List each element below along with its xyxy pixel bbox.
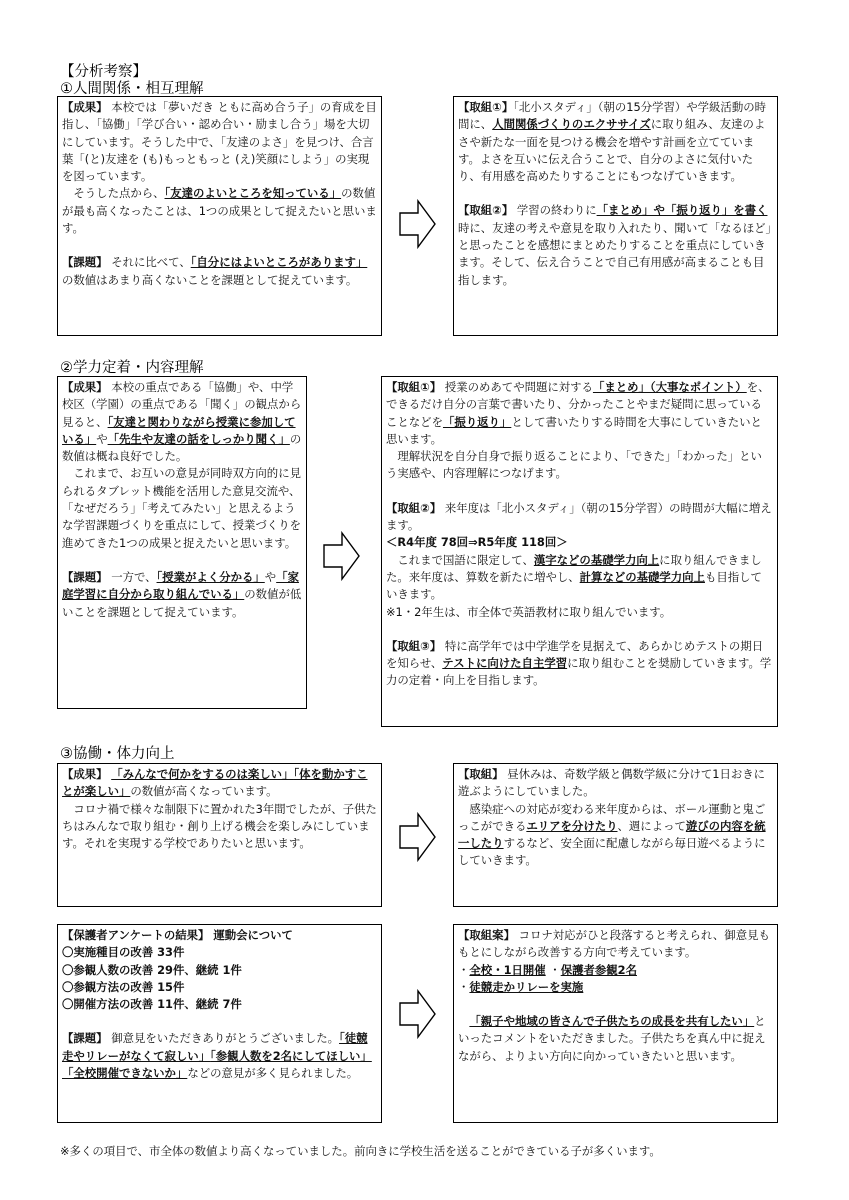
- arrow-right-icon: [398, 198, 438, 250]
- list-item: 〇開催方法の改善 11件、継続 7件: [62, 997, 242, 1012]
- s3-result-box: 【成果】 「みんなで何かをするのは楽しい」「体を動かすことが楽しい」の数値が高くなっています。 コロナ禍で様々な制限下に置かれた3年間でしたが、子供たちはみんなで取り組む・創り上げる機会を楽しみにしています。それを実現する学校でありたいと思います。: [57, 763, 382, 907]
- section-heading-1: ①人間関係・相互理解: [60, 81, 204, 97]
- list-item: 〇参観人数の改善 29件、継続 1件: [62, 962, 242, 977]
- label-seika: 【成果】: [62, 100, 108, 114]
- footer-note: ※多くの項目で、市全体の数値より高くなっていました。前向きに学校生活を送ることができている子が多くいます。: [60, 1144, 661, 1158]
- section-heading-3: ③協働・体力向上: [60, 746, 175, 762]
- page-title: 【分析考察】: [60, 64, 147, 80]
- s4-proposal-box: 【取組案】 コロナ対応がひと段落すると考えられ、御意見ももとにしながら改善する方向で考えています。 ・全校・1日開催 ・保護者参観2名 ・徒競走かリレーを実施 「親子や地域の皆さんで子供たちの成長を共有したい」といったコメントをいただきました。子供たちを真ん中に捉えながら、よりよい方向に向かっていきたいと思います。: [453, 924, 778, 1123]
- arrow-right-icon: [398, 811, 438, 863]
- list-item: 〇参観方法の改善 15件: [62, 979, 185, 994]
- s1-action-box: 【取組①】「北小スタディ」（朝の15分学習）や学級活動の時間に、人間関係づくりのエクササイズに取り組み、友達のよさや新たな一面を見つける機会を増やす計画を立てています。よさを互いに伝え合うことで、自分のよさに気付いたり、有用感を高めたりすることにもつなげていきます。 【取組②】 学習の終わりに「まとめ」や「振り返り」を書く時に、友達の考えや意見を取り入れたり、聞いて「なるほど」と思ったことを感想にまとめたりすることを重点にしていきます。そして、伝え合うことで自己有用感が高まることも目指します。: [453, 96, 778, 336]
- s2-action-box: 【取組①】 授業のめあてや問題に対する「まとめ」（大事なポイント）を、できるだけ自分の言葉で書いたり、分かったことやまだ疑問に思っていることなどを「振り返り」として書いたりする時間を大事にしていきたいと思います。 理解状況を自分自身で振り返ることにより、「できた」「わかった」という実感や、内容理解につなげます。 【取組②】 来年度は「北小スタディ」（朝の15分学習）の時間が大幅に増えます。 ＜R4年度 78回⇒R5年度 118回＞ これまで国語に限定して、漢字などの基礎学力向上に取り組んできました。来年度は、算数を新たに増やし、計算などの基礎学力向上も目指していきます。 ※1・2年生は、市全体で英語教材に取り組んでいます。 【取組③】 特に高学年では中学進学を見据えて、あらかじめテストの期日を知らせ、テストに向けた自主学習に取り組むことを奨励していきます。学力の定着・向上を目指します。: [381, 376, 778, 727]
- arrow-right-icon: [398, 988, 438, 1040]
- label-kadai: 【課題】: [62, 255, 108, 270]
- s4-survey-box: 【保護者アンケートの結果】 運動会について 〇実施種目の改善 33件 〇参観人数の改善 29件、継続 1件 〇参観方法の改善 15件 〇開催方法の改善 11件、継続 7件 【課題】 御意見をいただきありがとうございました。「徒競走やリレーがなくて寂しい」「参観人数を2名にしてほしい」「全校開催できないか」などの意見が多く見られました。: [57, 924, 382, 1123]
- arrow-right-icon: [322, 530, 362, 582]
- s1-result-box: 【成果】 本校では「夢いだき ともに高め合う子」の育成を目指し、「協働」「学び合い・認め合い・励まし合う」場を大切にしています。そうした中で、「友達のよさ」を見つけ、合言葉「(と)友達を (も)もっともっと (え)笑顔にしよう」の実現を図っています。 そうした点から、「友達のよいところを知っている」の数値が最も高くなったことは、1つの成果として捉えたいと思います。 【課題】 それに比べて、「自分にはよいところがあります」の数値はあまり高くないことを課題として捉えています。: [57, 96, 382, 336]
- section-heading-2: ②学力定着・内容理解: [60, 360, 204, 376]
- list-item: 〇実施種目の改善 33件: [62, 945, 185, 960]
- s3-action-box: 【取組】 昼休みは、奇数学級と偶数学級に分けて1日おきに遊ぶようにしていました。 感染症への対応が変わる来年度からは、ボール運動と鬼ごっこができるエリアを分けたり、週によって遊びの内容を統一したりするなど、安全面に配慮しながら毎日遊べるようにしていきます。: [453, 763, 778, 907]
- s2-result-box: 【成果】 本校の重点である「協働」や、中学校区（学園）の重点である「聞く」の観点から見ると、「友達と関わりながら授業に参加している」や「先生や友達の話をしっかり聞く」の数値は概ね良好でした。 これまで、お互いの意見が同時双方向的に見られるタブレット機能を活用した意見交流や、「なぜだろう」「考えてみたい」と思えるような学習課題づくりを重点にして、授業づくりを進めてきた1つの成果と捉えたいと思います。 【課題】 一方で、「授業がよく分かる」や「家庭学習に自分から取り組んでいる」の数値が低いことを課題として捉えています。: [57, 376, 307, 709]
